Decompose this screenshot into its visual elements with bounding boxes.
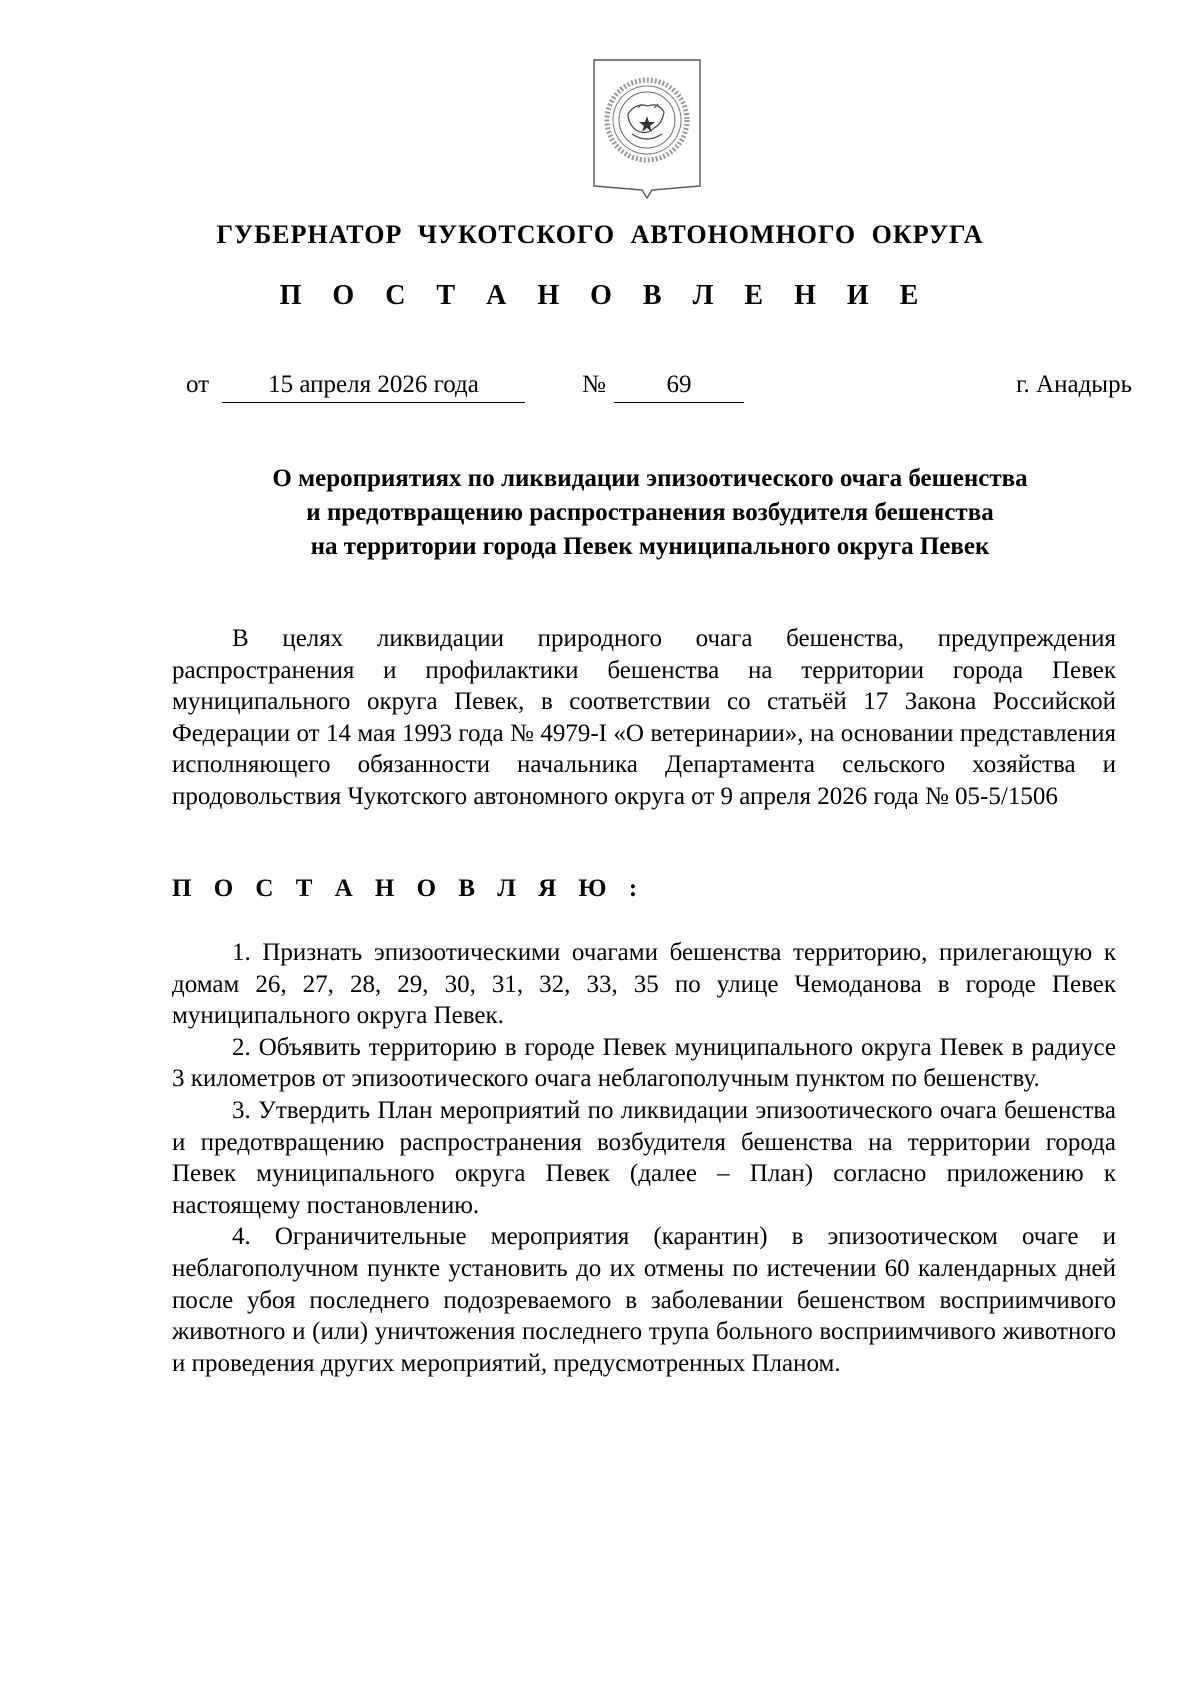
decree-point-3: 3. Утвердить План мероприятий по ликвидации эпизоотического очага бешенства и предотвращению распространения возбудителя бешенства на территории города Певек муниципального округа Певек (далее – План) согласно приложению к настоящему постановлению.: [172, 1096, 1116, 1219]
title-line: на территории города Певек муниципального округа Певек: [310, 533, 990, 560]
date-prefix: от: [186, 371, 210, 398]
decree-point-2: 2. Объявить территорию в городе Певек муниципального округа Певек в радиусе 3 километров от эпизоотического очага неблагополучным пунктом по бешенству.: [172, 1033, 1116, 1093]
coat-of-arms-icon: [592, 58, 702, 204]
decree-point-4: 4. Ограничительные мероприятия (карантин) в эпизоотическом очаге и неблагополучном пункте установить до их отмены по истечении 60 календарных дней после убоя последнего подозреваемого в заболевании бешенством восприимчивого животного и (или) уничтожения последнего трупа больного восприимчивого животного и проведения других мероприятий, предусмотренных Планом.: [172, 1223, 1116, 1377]
document-number: 69: [614, 368, 744, 403]
decree-word: П О С Т А Н О В Л Я Ю :: [172, 875, 646, 902]
title-line: О мероприятиях по ликвидации эпизоотического очага бешенства: [272, 465, 1028, 492]
document-date: 15 апреля 2026 года: [222, 368, 525, 403]
document-place: г. Анадырь: [1016, 371, 1132, 398]
number-prefix: №: [582, 371, 606, 398]
document-title: [170, 462, 1130, 564]
document-meta: [0, 368, 1200, 404]
preamble-text: В целях ликвидации природного очага бешенства, предупреждения распространения и профилактики бешенства на территории города Певек муниципального округа Певек, в соответствии со статьёй 17 Закона Российской Федерации от 14 мая 1993 года № 4979-I «О ветеринарии», на основании представления исполняющего обязанности начальника Департамента сельского хозяйства и продовольствия Чукотского автономного округа от 9 апреля 2026 года № 05-5/1506: [172, 625, 1116, 810]
preamble: [172, 623, 1116, 813]
issuing-authority: ГУБЕРНАТОР ЧУКОТСКОГО АВТОНОМНОГО ОКРУГА: [216, 220, 984, 249]
decree-point-1: 1. Признать эпизоотическими очагами бешенства территорию, прилегающую к домам 26, 27, 28, 29, 30, 31, 32, 33, 35 по улице Чемоданова в городе Певек муниципального округа Певек.: [172, 939, 1116, 1030]
document-type: П О С Т А Н О В Л Е Н И Е: [279, 280, 931, 311]
decree-points: [172, 937, 1116, 1379]
title-line: и предотвращению распространения возбудителя бешенства: [306, 499, 994, 526]
